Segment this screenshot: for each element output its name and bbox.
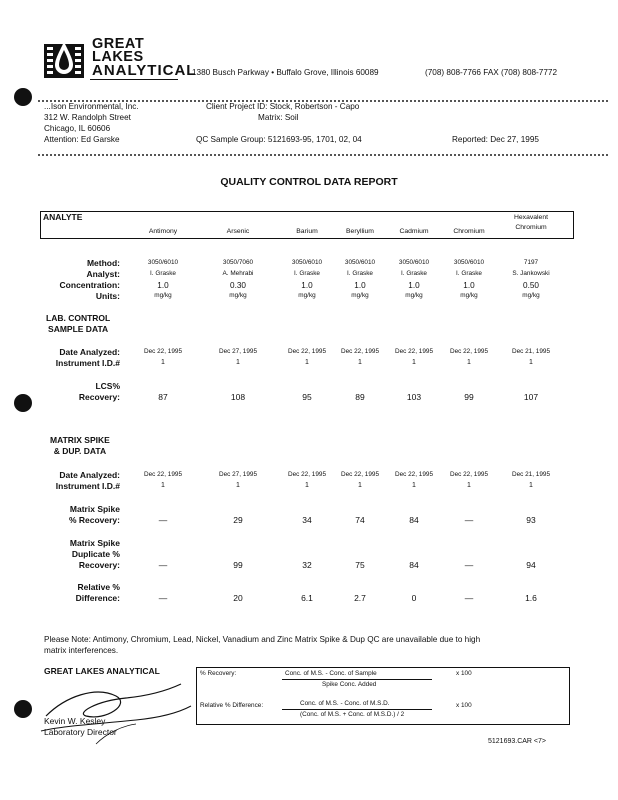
label-concentration: Concentration: (59, 280, 120, 290)
lcs-date-cell: Dec 22, 1995 (287, 348, 327, 355)
concentration-cell: 1.0 (463, 281, 475, 290)
method-cell: 3050/6010 (147, 259, 179, 266)
analyst-cell: I. Graske (401, 270, 427, 277)
concentration-cell: 0.30 (230, 281, 246, 290)
relative-difference-cell: 1.6 (525, 593, 537, 603)
concentration-cell: 1.0 (408, 281, 420, 290)
lcs-date-cell: Dec 21, 1995 (511, 348, 551, 355)
analyte-column-header: Chromium (453, 228, 485, 235)
lcs-date-cell: Dec 22, 1995 (449, 348, 489, 355)
ms-instrument-cell: 1 (358, 482, 362, 489)
report-title: QUALITY CONTROL DATA REPORT (220, 176, 398, 188)
label-instrument-2: Instrument I.D.# (55, 481, 120, 491)
logo-text-great: GREAT (92, 36, 145, 52)
ms-instrument-cell: 1 (305, 482, 309, 489)
lcs-date-cell: Dec 27, 1995 (218, 348, 258, 355)
logo-underline (90, 79, 178, 80)
lcs-instrument-cell: 1 (305, 359, 309, 366)
qc-sample-group: QC Sample Group: 5121693-95, 1701, 02, 04 (196, 135, 362, 144)
method-cell: 3050/6010 (398, 259, 430, 266)
client-name: ...Ison Environmental, Inc. (44, 102, 139, 111)
analyte-column-header: Beryllium (346, 228, 374, 235)
lcs-instrument-cell: 1 (412, 359, 416, 366)
lcs-recovery-cell: 103 (406, 392, 422, 402)
relative-difference-cell: — (464, 593, 474, 603)
formula-rpd-label: Relative % Difference: (200, 702, 264, 709)
label-date-analyzed-2: Date Analyzed: (59, 470, 120, 480)
company-logo-icon (44, 38, 84, 78)
client-project-id: Client Project ID: Stock, Robertson - Capo (206, 102, 360, 111)
label-matrix-spike-section: MATRIX SPIKE & DUP. DATA (50, 435, 110, 456)
analyst-cell: I. Graske (150, 270, 176, 277)
analyte-header-label: ANALYTE (43, 212, 83, 222)
concentration-cell: 1.0 (157, 281, 169, 290)
units-cell: mg/kg (154, 292, 172, 299)
relative-difference-cell: 20 (233, 593, 243, 603)
lcs-recovery-cell: 108 (230, 392, 246, 402)
formula-rpd-fraction-bar (282, 709, 432, 710)
msd-recovery-cell: 94 (526, 560, 536, 570)
logo-text-lakes: LAKES (92, 49, 144, 65)
method-cell: 3050/7060 (222, 259, 254, 266)
relative-difference-cell: 6.1 (301, 593, 313, 603)
client-matrix: Matrix: Soil (258, 113, 299, 122)
punch-hole-bottom (14, 700, 32, 718)
method-cell: 3050/6010 (453, 259, 485, 266)
label-analyst: Analyst: (86, 269, 120, 279)
msd-recovery-cell: 99 (233, 560, 243, 570)
label-lab-control-section: LAB. CONTROL SAMPLE DATA (46, 313, 111, 334)
ms-recovery-cell: — (158, 515, 168, 525)
concentration-cell: 1.0 (301, 281, 313, 290)
relative-difference-cell: — (158, 593, 168, 603)
ms-instrument-cell: 1 (412, 482, 416, 489)
msd-recovery-cell: 84 (409, 560, 419, 570)
msd-recovery-cell: 75 (355, 560, 365, 570)
lcs-date-cell: Dec 22, 1995 (340, 348, 380, 355)
analyte-column-header: Hexavalent Chromium (513, 214, 548, 231)
label-ms-recovery: Matrix Spike % Recovery: (68, 504, 120, 525)
client-street: 312 W. Randolph Street (44, 113, 131, 122)
analyte-column-header: Barium (296, 228, 318, 235)
relative-difference-cell: 0 (411, 593, 417, 603)
reported-date: Reported: Dec 27, 1995 (452, 135, 539, 144)
lcs-recovery-cell: 95 (302, 392, 312, 402)
lcs-recovery-cell: 99 (464, 392, 474, 402)
concentration-cell: 0.50 (523, 281, 539, 290)
relative-difference-cell: 2.7 (354, 593, 366, 603)
ms-date-cell: Dec 22, 1995 (287, 471, 327, 478)
label-instrument-1: Instrument I.D.# (55, 358, 120, 368)
ms-date-cell: Dec 22, 1995 (340, 471, 380, 478)
formula-rpd-denominator: (Conc. of M.S. + Conc. of M.S.D.) / 2 (300, 711, 405, 718)
ms-instrument-cell: 1 (161, 482, 165, 489)
ms-recovery-cell: — (464, 515, 474, 525)
analyst-cell: A. Mehrabi (222, 270, 254, 277)
signature-company: GREAT LAKES ANALYTICAL (44, 666, 160, 676)
label-msd-recovery: Matrix Spike Duplicate % Recovery: (69, 538, 120, 570)
formula-recovery-fraction-bar (282, 679, 432, 680)
lcs-instrument-cell: 1 (358, 359, 362, 366)
lcs-date-cell: Dec 22, 1995 (394, 348, 434, 355)
ms-date-cell: Dec 22, 1995 (394, 471, 434, 478)
formula-recovery-numerator: Conc. of M.S. - Conc. of Sample (285, 670, 377, 677)
matrix-interference-note: Please Note: Antimony, Chromium, Lead, Nickel, Vanadium and Zinc Matrix Spike & Dup QC are unavailable due to high matrix interferences. (44, 635, 481, 655)
method-cell: 7197 (523, 259, 539, 266)
label-method: Method: (86, 258, 120, 268)
units-cell: mg/kg (298, 292, 316, 299)
msd-recovery-cell: — (158, 560, 168, 570)
concentration-cell: 1.0 (354, 281, 366, 290)
ms-recovery-cell: 29 (233, 515, 243, 525)
label-date-analyzed-1: Date Analyzed: (59, 347, 120, 357)
formula-recovery-label: % Recovery: (200, 670, 237, 677)
formula-rpd-multiplier: x 100 (456, 702, 472, 709)
msd-recovery-cell: — (464, 560, 474, 570)
analyst-cell: I. Graske (347, 270, 373, 277)
analyte-column-header: Arsenic (226, 228, 250, 235)
lcs-recovery-cell: 107 (523, 392, 539, 402)
ms-instrument-cell: 1 (467, 482, 471, 489)
ms-instrument-cell: 1 (236, 482, 240, 489)
lcs-instrument-cell: 1 (236, 359, 240, 366)
lcs-instrument-cell: 1 (161, 359, 165, 366)
units-cell: mg/kg (351, 292, 369, 299)
method-cell: 3050/6010 (344, 259, 376, 266)
formula-recovery-multiplier: x 100 (456, 670, 472, 677)
analyte-column-header: Antimony (148, 228, 178, 235)
signature-name: Kevin W. Kesley (44, 716, 106, 726)
ms-instrument-cell: 1 (529, 482, 533, 489)
method-cell: 3050/6010 (291, 259, 323, 266)
analyst-cell: I. Graske (456, 270, 482, 277)
analyst-cell: I. Graske (294, 270, 320, 277)
lab-phone-fax: (708) 808-7766 FAX (708) 808-7772 (425, 68, 557, 77)
logo-text-analytical: ANALYTICAL (92, 62, 197, 79)
label-relative-difference: Relative % Difference: (75, 582, 120, 603)
punch-hole-top (14, 88, 32, 106)
ms-date-cell: Dec 21, 1995 (511, 471, 551, 478)
label-units: Units: (95, 291, 120, 301)
units-cell: mg/kg (522, 292, 540, 299)
ms-recovery-cell: 93 (526, 515, 536, 525)
units-cell: mg/kg (229, 292, 247, 299)
client-city: Chicago, IL 60606 (44, 124, 111, 133)
formula-rpd-numerator: Conc. of M.S. - Conc. of M.S.D. (300, 700, 390, 707)
lcs-recovery-cell: 87 (158, 392, 168, 402)
formula-recovery-denominator: Spike Conc. Added (322, 681, 377, 688)
lcs-instrument-cell: 1 (529, 359, 533, 366)
analyst-cell: S. Jankowski (512, 270, 550, 277)
ms-recovery-cell: 34 (302, 515, 312, 525)
lcs-instrument-cell: 1 (467, 359, 471, 366)
label-lcs-recovery: LCS% Recovery: (78, 381, 120, 402)
ms-date-cell: Dec 27, 1995 (218, 471, 258, 478)
client-attention: Attention: Ed Garske (44, 135, 120, 144)
analyte-column-header: Cadmium (399, 228, 429, 235)
page-footer-id: 5121693.CAR <7> (488, 738, 546, 745)
msd-recovery-cell: 32 (302, 560, 312, 570)
ms-date-cell: Dec 22, 1995 (143, 471, 183, 478)
lab-address: 1380 Busch Parkway • Buffalo Grove, Illinois 60089 (192, 68, 379, 77)
units-cell: mg/kg (405, 292, 423, 299)
signature-title: Laboratory Director (44, 727, 117, 737)
lcs-date-cell: Dec 22, 1995 (143, 348, 183, 355)
ms-recovery-cell: 74 (355, 515, 365, 525)
units-cell: mg/kg (460, 292, 478, 299)
ms-date-cell: Dec 22, 1995 (449, 471, 489, 478)
ms-recovery-cell: 84 (409, 515, 419, 525)
lcs-recovery-cell: 89 (355, 392, 365, 402)
